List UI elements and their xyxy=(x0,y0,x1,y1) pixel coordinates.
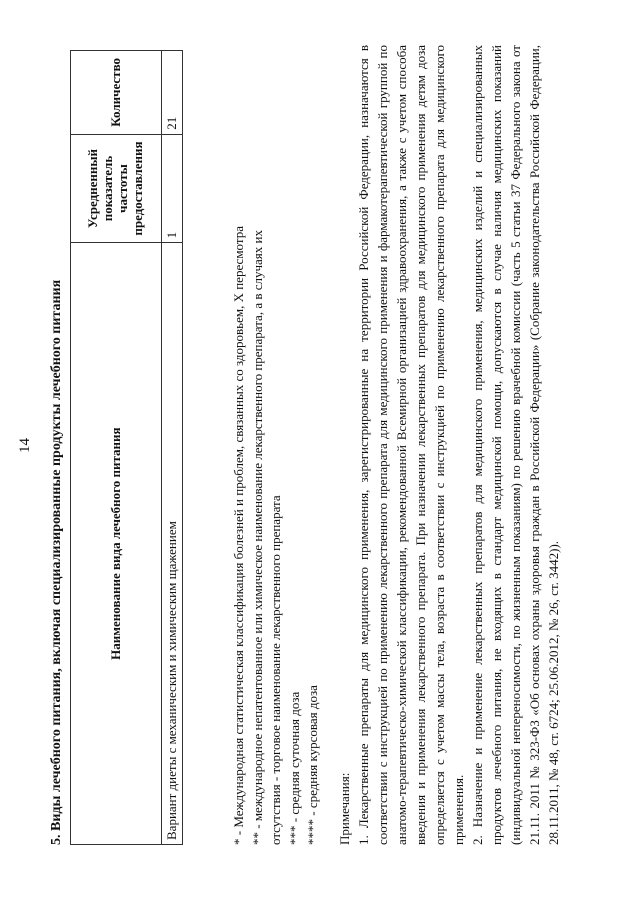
footnote-5: **** - средняя курсовая доза xyxy=(305,685,320,845)
note-1: 1. Лекарственные препараты для медицинского применения, зарегистрированные на территории Российской Федерации, назначаются в соответствии с инструкцией по применению лекарственного препарата для медицинского применения и фармакотерапевтической группой по анатомо-терапевтическо-химической классификации, рекомендованной Всемирной организацией здравоохранения, а также с учетом способа введения и применения лекарственного препарата. При назначении лекарственных препаратов для медицинского применения детям доза определяется с учетом массы тела, возраста в соответствии с инструкцией по применению лекарственного препарата для медицинского применения. xyxy=(356,45,466,845)
diet-table xyxy=(70,50,183,845)
header-frequency: Усредненный показатель частоты предоставления xyxy=(71,134,162,243)
notes xyxy=(335,45,563,845)
header-quantity: Количество xyxy=(71,51,162,135)
footnote-3: отсутствия - торговое наименование лекарственного препарата xyxy=(268,495,283,845)
footnote-2: ** - международное непатентованное или химическое наименование лекарственного препарата, а в случаях их xyxy=(249,230,265,845)
footnotes xyxy=(230,50,323,845)
footnote-1: * - Международная статистическая классификация болезней и проблем, связанных со здоровьем, X пересмотра xyxy=(231,226,246,845)
notes-title: Примечания: xyxy=(337,772,352,845)
table-row xyxy=(162,51,183,845)
footnote-4: *** - средняя суточная доза xyxy=(286,691,302,845)
table-header-row xyxy=(71,51,162,845)
cell-name: Вариант диеты с механическим и химическим щажением xyxy=(162,243,183,845)
section-title: 5. Виды лечебного питания, включая специализированные продукты лечебного питания xyxy=(49,279,64,845)
header-name: Наименование вида лечебного питания xyxy=(71,243,162,845)
cell-frequency: 1 xyxy=(162,134,183,243)
cell-quantity: 21 xyxy=(162,51,183,135)
page-number: 14 xyxy=(17,438,33,453)
note-2: 2. Назначение и применение лекарственных препаратов для медицинского применения, медицинских изделий и специализированных продуктов лечебного питания, не входящих в стандарт медицинской помощи, допускаются в случае наличия медицинских показаний (индивидуальной непереносимости, по жизненным показаниям) по решению врачебной комиссии (часть 5 статьи 37 Федерального закона от 21.11. 2011 № 323-ФЗ «Об основах охраны здоровья граждан в Российской Федерации» (Собрание законодательства Российской Федерации, 28.11.2011, № 48, ст. 6724; 25.06.2012, № 26, ст. 3442)). xyxy=(470,45,561,845)
